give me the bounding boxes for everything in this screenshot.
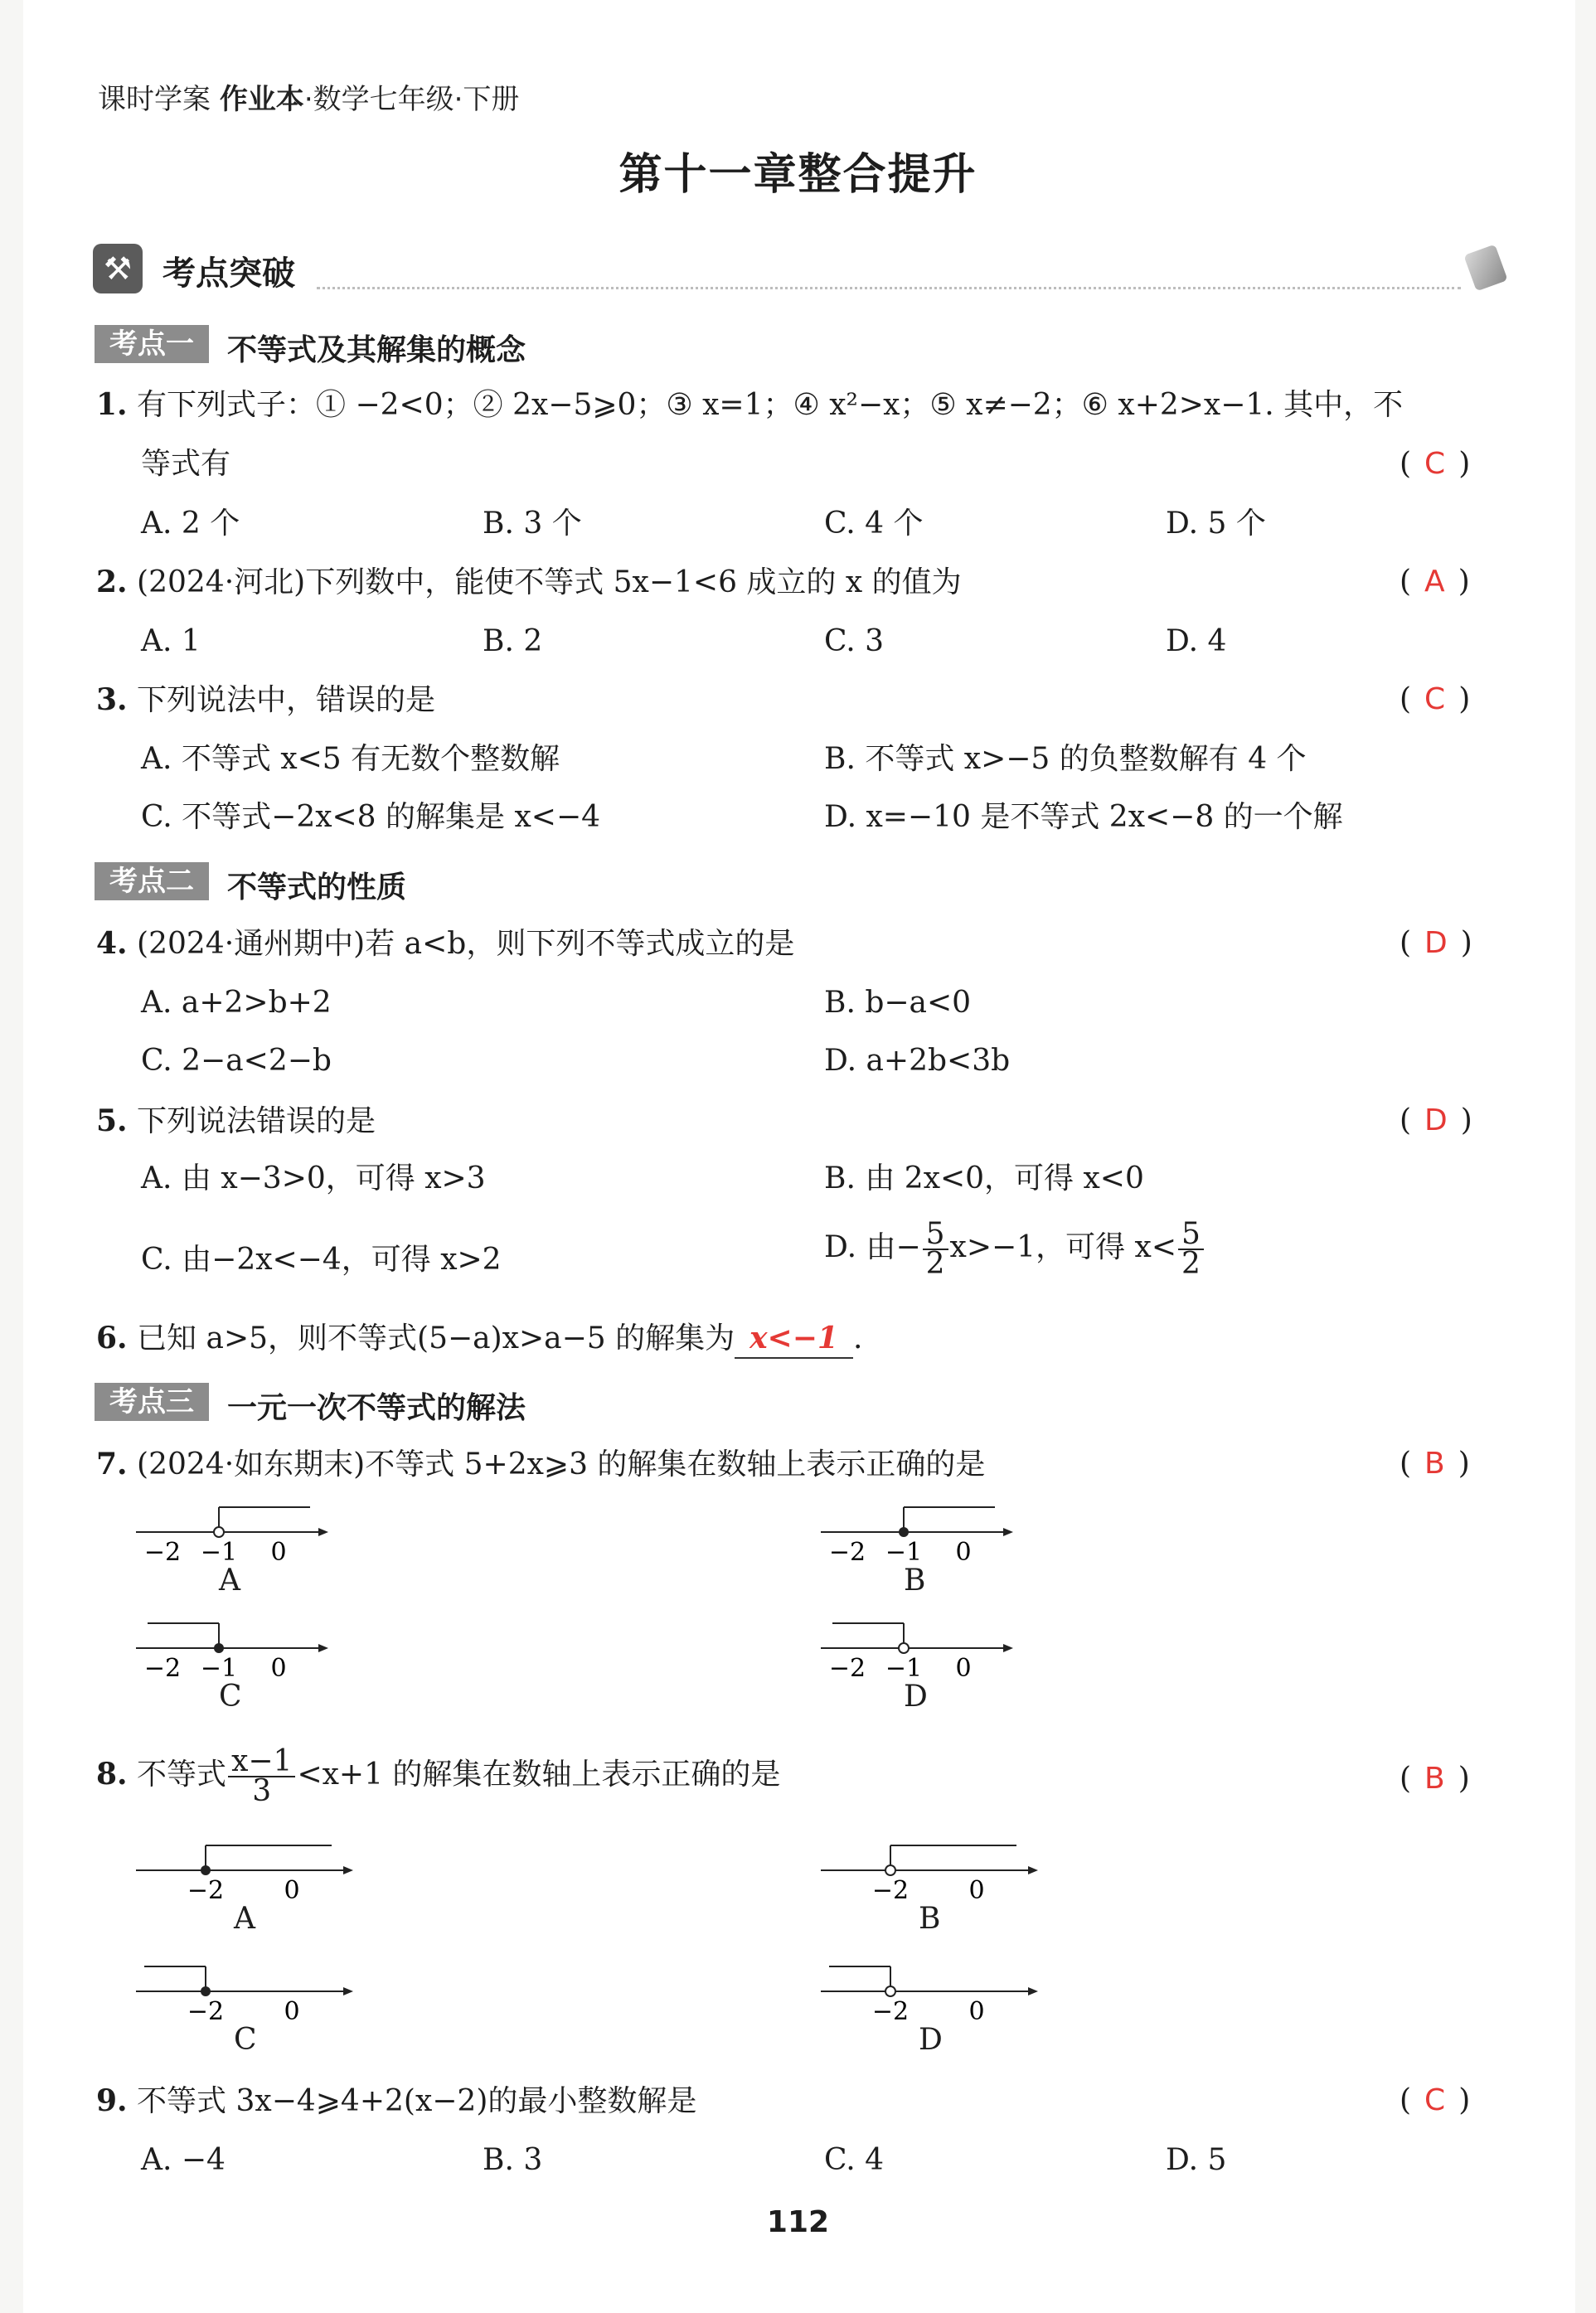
number-line-7d <box>821 1613 1020 1683</box>
header-series: 课时学案 <box>98 83 220 116</box>
question-text: 不等式 <box>137 1758 227 1792</box>
number-line-8b <box>821 1835 1045 1905</box>
option-b: B. 3 <box>483 2143 543 2177</box>
axis-arrow <box>1028 1987 1038 1995</box>
option-d: D. 4 <box>1166 624 1227 658</box>
question-number: 6. <box>96 1321 128 1355</box>
question-number: 9. <box>96 2083 128 2118</box>
topic-title: 一元一次不等式的解法 <box>227 1391 526 1425</box>
tick-label: 0 <box>270 1654 287 1683</box>
option-a: A. 不等式 x<5 有无数个整数解 <box>141 742 560 776</box>
option-c: C. 不等式−2x<8 的解集是 x<−4 <box>141 800 601 834</box>
option-b: B. 由 2x<0，可得 x<0 <box>824 1161 1144 1195</box>
option-d: D. x=−10 是不等式 2x<−8 的一个解 <box>824 800 1343 834</box>
tick-label: −1 <box>200 1538 238 1567</box>
number-line-8c <box>136 1957 360 2026</box>
topic-title: 不等式的性质 <box>227 870 407 904</box>
open-point <box>885 1865 895 1875</box>
fraction-denominator: 3 <box>252 1774 272 1808</box>
question-text: (2024·通州期中)若 a<b，则下列不等式成立的是 <box>137 927 795 961</box>
question-4 <box>96 925 794 963</box>
tick-label: −2 <box>187 1876 225 1905</box>
option-b: B. b−a<0 <box>824 986 972 1020</box>
option-a: A. 1 <box>141 624 201 658</box>
answer-value: A <box>1424 565 1445 599</box>
question-1-line1 <box>96 386 1403 424</box>
topic-tag: 考点二 <box>95 862 209 900</box>
number-line-svg <box>821 1957 1045 2026</box>
tick-label: 0 <box>270 1538 287 1567</box>
question-end: . <box>852 1321 863 1355</box>
question-number: 3. <box>96 682 128 717</box>
option-b: B. 不等式 x>−5 的负整数解有 4 个 <box>824 742 1307 776</box>
option-label-c: C <box>234 2023 257 2057</box>
option-label-d: D <box>904 1680 928 1714</box>
question-number: 5. <box>96 1103 128 1138</box>
number-line-8d <box>821 1957 1045 2026</box>
option-label-a: A <box>234 1902 255 1936</box>
question-number: 2. <box>96 565 128 599</box>
option-c: C. 4 个 <box>824 507 924 541</box>
question-number: 8. <box>96 1757 128 1792</box>
option-label-a: A <box>219 1564 240 1598</box>
question-3 <box>96 681 435 719</box>
option-b: B. 3 个 <box>483 507 582 541</box>
fraction-denominator: 2 <box>925 1247 945 1281</box>
axis-arrow <box>318 1528 328 1536</box>
answer-value: x<−1 <box>749 1321 838 1355</box>
fraction-denominator: 2 <box>1181 1247 1201 1281</box>
question-7-answer: ( B ) <box>1400 1447 1470 1481</box>
fraction <box>228 1744 295 1808</box>
axis-arrow <box>343 1866 353 1874</box>
header-subject: ·数学七年级·下册 <box>303 83 520 116</box>
question-text-post: <x+1 的解集在数轴上表示正确的是 <box>297 1758 781 1792</box>
question-number: 7. <box>96 1447 128 1481</box>
section-divider <box>317 287 1461 289</box>
tick-label: −1 <box>885 1654 923 1683</box>
tick-label: −2 <box>828 1538 866 1567</box>
number-line-svg <box>821 1497 1020 1567</box>
section-title: 考点突破 <box>163 255 295 293</box>
option-label-d: D <box>919 2023 943 2057</box>
number-line-svg <box>821 1613 1020 1683</box>
fraction-numerator: 5 <box>923 1220 948 1250</box>
fraction <box>1178 1217 1204 1281</box>
tick-label: −2 <box>143 1538 182 1567</box>
question-text: 不等式 3x−4⩾4+2(x−2)的最小整数解是 <box>137 2084 697 2118</box>
header-book: 作业本 <box>219 83 304 116</box>
wrench-icon: ⚒ <box>93 244 143 293</box>
question-text: 有下列式子：① −2<0；② 2x−5⩾0；③ x=1；④ x²−x；⑤ x≠−2；⑥ x+2>x−1. 其中，不 <box>137 388 1404 422</box>
answer-value: B <box>1424 1762 1445 1796</box>
tick-label: 0 <box>968 1997 985 2026</box>
tick-label: 0 <box>968 1876 985 1905</box>
axis-arrow <box>1003 1644 1013 1652</box>
hourglass-icon <box>1463 245 1507 292</box>
option-a: A. a+2>b+2 <box>141 986 332 1020</box>
question-text: (2024·如东期末)不等式 5+2x⩾3 的解集在数轴上表示正确的是 <box>137 1447 986 1481</box>
option-a: A. 由 x−3>0，可得 x>3 <box>141 1161 486 1195</box>
question-8 <box>96 1744 781 1808</box>
option-d: D. 5 个 <box>1166 507 1266 541</box>
question-text: 下列说法中，错误的是 <box>137 683 436 717</box>
question-7 <box>96 1446 985 1483</box>
closed-point <box>899 1527 909 1537</box>
answer-value: C <box>1424 682 1446 716</box>
option-c: C. 2−a<2−b <box>141 1044 332 1078</box>
open-point <box>214 1527 224 1537</box>
axis-arrow <box>318 1644 328 1652</box>
fraction-numerator: 5 <box>1178 1220 1204 1250</box>
number-line-svg <box>136 1957 360 2026</box>
question-4-answer: ( D ) <box>1400 926 1472 960</box>
option-c: C. 由−2x<−4，可得 x>2 <box>141 1243 502 1277</box>
option-label-b: B <box>904 1564 926 1598</box>
option-d: D. 5 <box>1166 2143 1227 2177</box>
option-a: A. 2 个 <box>141 507 240 541</box>
tick-label: 0 <box>955 1538 972 1567</box>
open-point <box>885 1986 895 1996</box>
tick-label: −2 <box>871 1876 910 1905</box>
question-5 <box>96 1103 376 1140</box>
option-d <box>824 1217 1205 1281</box>
question-9-answer: ( C ) <box>1400 2083 1471 2117</box>
answer-blank <box>735 1320 853 1359</box>
closed-point <box>201 1986 211 1996</box>
closed-point <box>201 1865 211 1875</box>
chapter-title: 第十一章整合提升 <box>619 149 977 200</box>
tick-label: −1 <box>200 1654 238 1683</box>
question-5-answer: ( D ) <box>1400 1103 1472 1137</box>
topic-title: 不等式及其解集的概念 <box>227 333 526 367</box>
number-line-7b <box>821 1497 1020 1567</box>
question-8-answer: ( B ) <box>1400 1762 1470 1796</box>
answer-value: D <box>1424 926 1448 960</box>
option-d-middle: x>−1，可得 x< <box>949 1230 1176 1264</box>
option-c: C. 4 <box>824 2143 885 2177</box>
topic-tag: 考点三 <box>95 1383 209 1421</box>
question-text: (2024·河北)下列数中，能使不等式 5x−1<6 成立的 x 的值为 <box>137 565 962 599</box>
number-line-svg <box>821 1835 1045 1905</box>
tick-label: 0 <box>284 1997 300 2026</box>
number-line-8a <box>136 1835 360 1905</box>
axis-arrow <box>1028 1866 1038 1874</box>
tick-label: −2 <box>187 1997 225 2026</box>
tick-label: 0 <box>284 1876 300 1905</box>
question-6 <box>96 1320 862 1359</box>
number-line-7a <box>136 1497 335 1567</box>
tick-label: −2 <box>828 1654 866 1683</box>
answer-value: C <box>1424 447 1446 481</box>
open-point <box>899 1643 909 1653</box>
tick-label: −1 <box>885 1538 923 1567</box>
question-3-answer: ( C ) <box>1400 682 1471 716</box>
tick-label: −2 <box>871 1997 910 2026</box>
number-line-7c <box>136 1613 335 1683</box>
fraction <box>923 1217 948 1281</box>
number-line-svg <box>136 1613 335 1683</box>
page-number: 112 <box>766 2205 830 2239</box>
option-label-b: B <box>919 1902 941 1936</box>
fraction-numerator: x−1 <box>228 1748 295 1777</box>
question-text: 已知 a>5，则不等式(5−a)x>a−5 的解集为 <box>137 1321 735 1355</box>
option-d-prefix: D. 由− <box>824 1230 921 1264</box>
option-b: B. 2 <box>483 624 543 658</box>
tick-label: 0 <box>955 1654 972 1683</box>
closed-point <box>214 1643 224 1653</box>
section-header <box>93 239 1511 298</box>
question-1-line2: 等式有 <box>141 447 231 481</box>
axis-arrow <box>343 1987 353 1995</box>
page-header <box>98 76 519 117</box>
option-label-c: C <box>219 1680 242 1714</box>
number-line-svg <box>136 1497 335 1567</box>
answer-value: B <box>1424 1447 1445 1481</box>
option-d: D. a+2b<3b <box>824 1044 1011 1078</box>
question-9 <box>96 2083 696 2120</box>
option-c: C. 3 <box>824 624 885 658</box>
question-2-answer: ( A ) <box>1400 565 1470 599</box>
question-1-answer: ( C ) <box>1400 447 1471 481</box>
tick-label: −2 <box>143 1654 182 1683</box>
question-number: 1. <box>96 387 128 422</box>
question-2 <box>96 564 962 601</box>
axis-arrow <box>1003 1528 1013 1536</box>
question-text: 下列说法错误的是 <box>137 1104 376 1138</box>
topic-tag: 考点一 <box>95 325 209 363</box>
number-line-svg <box>136 1835 360 1905</box>
answer-value: C <box>1424 2083 1446 2117</box>
answer-value: D <box>1424 1103 1448 1137</box>
question-number: 4. <box>96 926 128 961</box>
option-a: A. −4 <box>141 2143 226 2177</box>
